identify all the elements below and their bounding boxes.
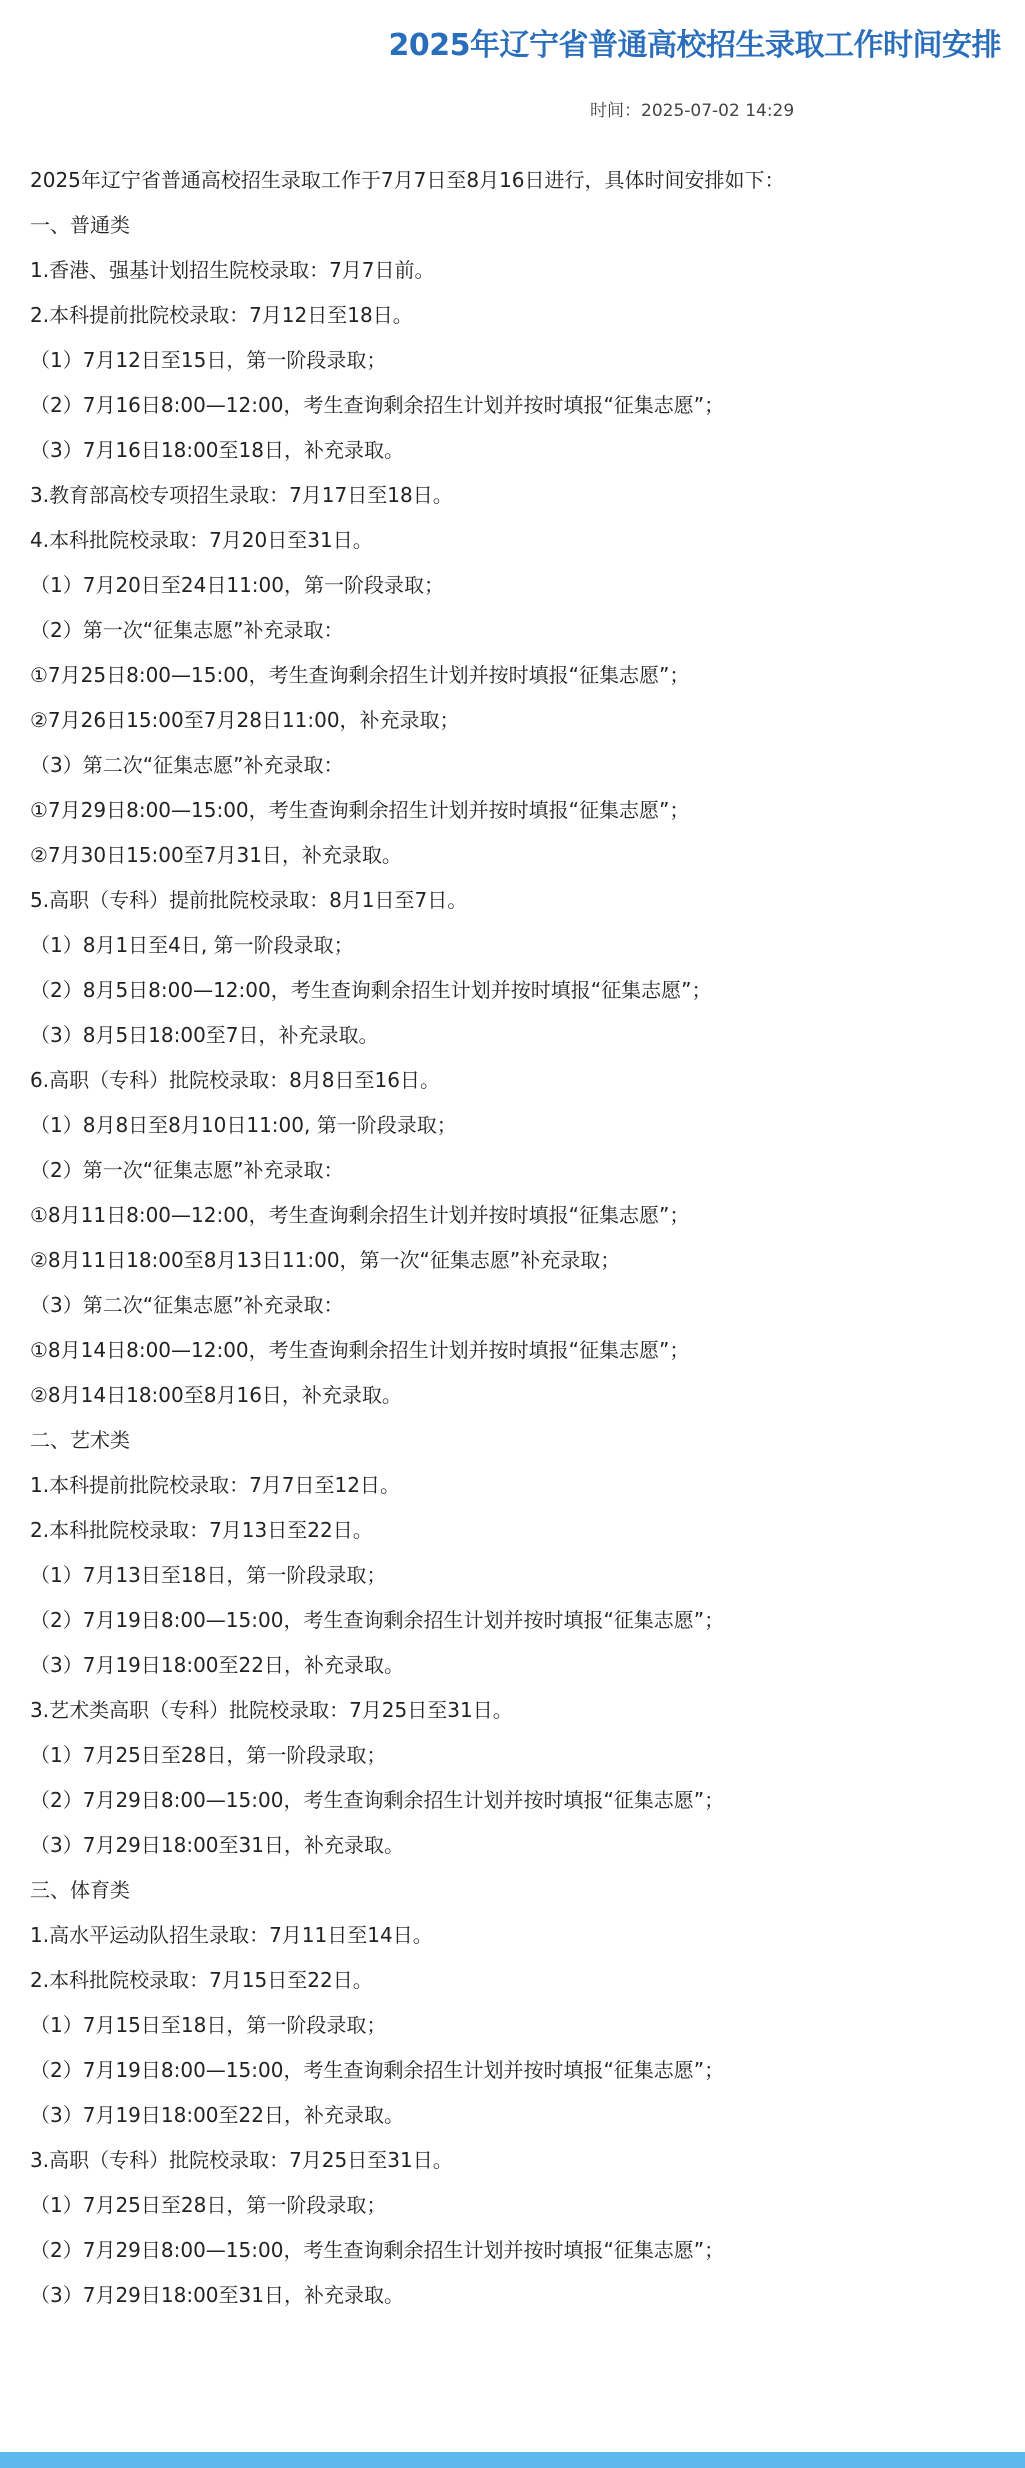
- article-line: ①7月25日8:00—15:00，考生查询剩余招生计划并按时填报“征集志愿”；: [30, 663, 690, 687]
- footer-bar: [0, 2452, 1025, 2468]
- article-line: 3.高职（专科）批院校录取：7月25日至31日。: [30, 2148, 453, 2172]
- article-line: ①8月14日8:00—12:00，考生查询剩余招生计划并按时填报“征集志愿”；: [30, 1338, 690, 1362]
- article-line: （1）7月25日至28日，第一阶段录取；: [30, 1743, 387, 1767]
- article-line: 二、艺术类: [30, 1428, 130, 1452]
- article-line: ①7月29日8:00—15:00，考生查询剩余招生计划并按时填报“征集志愿”；: [30, 798, 690, 822]
- article-line: （1）7月12日至15日，第一阶段录取；: [30, 348, 387, 372]
- article-line: ②7月26日15:00至7月28日11:00，补充录取；: [30, 708, 460, 732]
- article-line: 三、体育类: [30, 1878, 130, 1902]
- article-line: （2）7月29日8:00—15:00，考生查询剩余招生计划并按时填报“征集志愿”；: [30, 1788, 725, 1812]
- article-line: 2025年辽宁省普通高校招生录取工作于7月7日至8月16日进行，具体时间安排如下：: [30, 168, 785, 192]
- article-line: 6.高职（专科）批院校录取：8月8日至16日。: [30, 1068, 440, 1092]
- article-body: [30, 160, 1005, 2320]
- article-line: （2）7月19日8:00—15:00，考生查询剩余招生计划并按时填报“征集志愿”；: [30, 2058, 725, 2082]
- article-line: （2）第一次“征集志愿”补充录取：: [30, 1158, 344, 1182]
- article-line: （2）第一次“征集志愿”补充录取：: [30, 618, 344, 642]
- article-line: （3）7月29日18:00至31日，补充录取。: [30, 1833, 404, 1857]
- page-title: 2025年辽宁省普通高校招生录取工作时间安排: [388, 28, 1001, 63]
- article-line: 1.本科提前批院校录取：7月7日至12日。: [30, 1473, 400, 1497]
- article-line: （3）第二次“征集志愿”补充录取：: [30, 753, 344, 777]
- article-line: （1）7月13日至18日，第一阶段录取；: [30, 1563, 387, 1587]
- article-line: （1）7月15日至18日，第一阶段录取；: [30, 2013, 387, 2037]
- article-line: （3）7月19日18:00至22日，补充录取。: [30, 2103, 404, 2127]
- article-line: （3）7月16日18:00至18日，补充录取。: [30, 438, 404, 462]
- article-line: （3）7月29日18:00至31日，补充录取。: [30, 2283, 404, 2307]
- article-line: （2）7月19日8:00—15:00，考生查询剩余招生计划并按时填报“征集志愿”；: [30, 1608, 725, 1632]
- article-line: 3.教育部高校专项招生录取：7月17日至18日。: [30, 483, 453, 507]
- article-line: 5.高职（专科）提前批院校录取：8月1日至7日。: [30, 888, 468, 912]
- article-line: （2）8月5日8:00—12:00，考生查询剩余招生计划并按时填报“征集志愿”；: [30, 978, 712, 1002]
- article-line: （2）7月16日8:00—12:00，考生查询剩余招生计划并按时填报“征集志愿”；: [30, 393, 725, 417]
- article-line: （1）8月8日至8月10日11:00, 第一阶段录取；: [30, 1113, 457, 1137]
- article-line: 2.本科提前批院校录取：7月12日至18日。: [30, 303, 413, 327]
- article-line: （1）7月20日至24日11:00，第一阶段录取；: [30, 573, 444, 597]
- article-line: ②8月14日18:00至8月16日，补充录取。: [30, 1383, 402, 1407]
- article-line: 1.香港、强基计划招生院校录取：7月7日前。: [30, 258, 435, 282]
- article-line: （3）7月19日18:00至22日，补充录取。: [30, 1653, 404, 1677]
- article-line: （3）8月5日18:00至7日，补充录取。: [30, 1023, 379, 1047]
- article-line: （1）7月25日至28日，第一阶段录取；: [30, 2193, 387, 2217]
- article-line: 2.本科批院校录取：7月13日至22日。: [30, 1518, 373, 1542]
- article-line: 3.艺术类高职（专科）批院校录取：7月25日至31日。: [30, 1698, 513, 1722]
- article-line: 4.本科批院校录取：7月20日至31日。: [30, 528, 373, 552]
- article-line: ②7月30日15:00至7月31日，补充录取。: [30, 843, 402, 867]
- article-line: （2）7月29日8:00—15:00，考生查询剩余招生计划并按时填报“征集志愿”；: [30, 2238, 725, 2262]
- article-line: （1）8月1日至4日, 第一阶段录取；: [30, 933, 354, 957]
- article-line: （3）第二次“征集志愿”补充录取：: [30, 1293, 344, 1317]
- article-line: 1.高水平运动队招生录取：7月11日至14日。: [30, 1923, 433, 1947]
- article-line: 2.本科批院校录取：7月15日至22日。: [30, 1968, 373, 1992]
- article-line: ①8月11日8:00—12:00，考生查询剩余招生计划并按时填报“征集志愿”；: [30, 1203, 690, 1227]
- article-line: ②8月11日18:00至8月13日11:00，第一次“征集志愿”补充录取；: [30, 1248, 621, 1272]
- publish-time: 时间：2025-07-02 14:29: [590, 101, 795, 121]
- article-line: 一、普通类: [30, 213, 130, 237]
